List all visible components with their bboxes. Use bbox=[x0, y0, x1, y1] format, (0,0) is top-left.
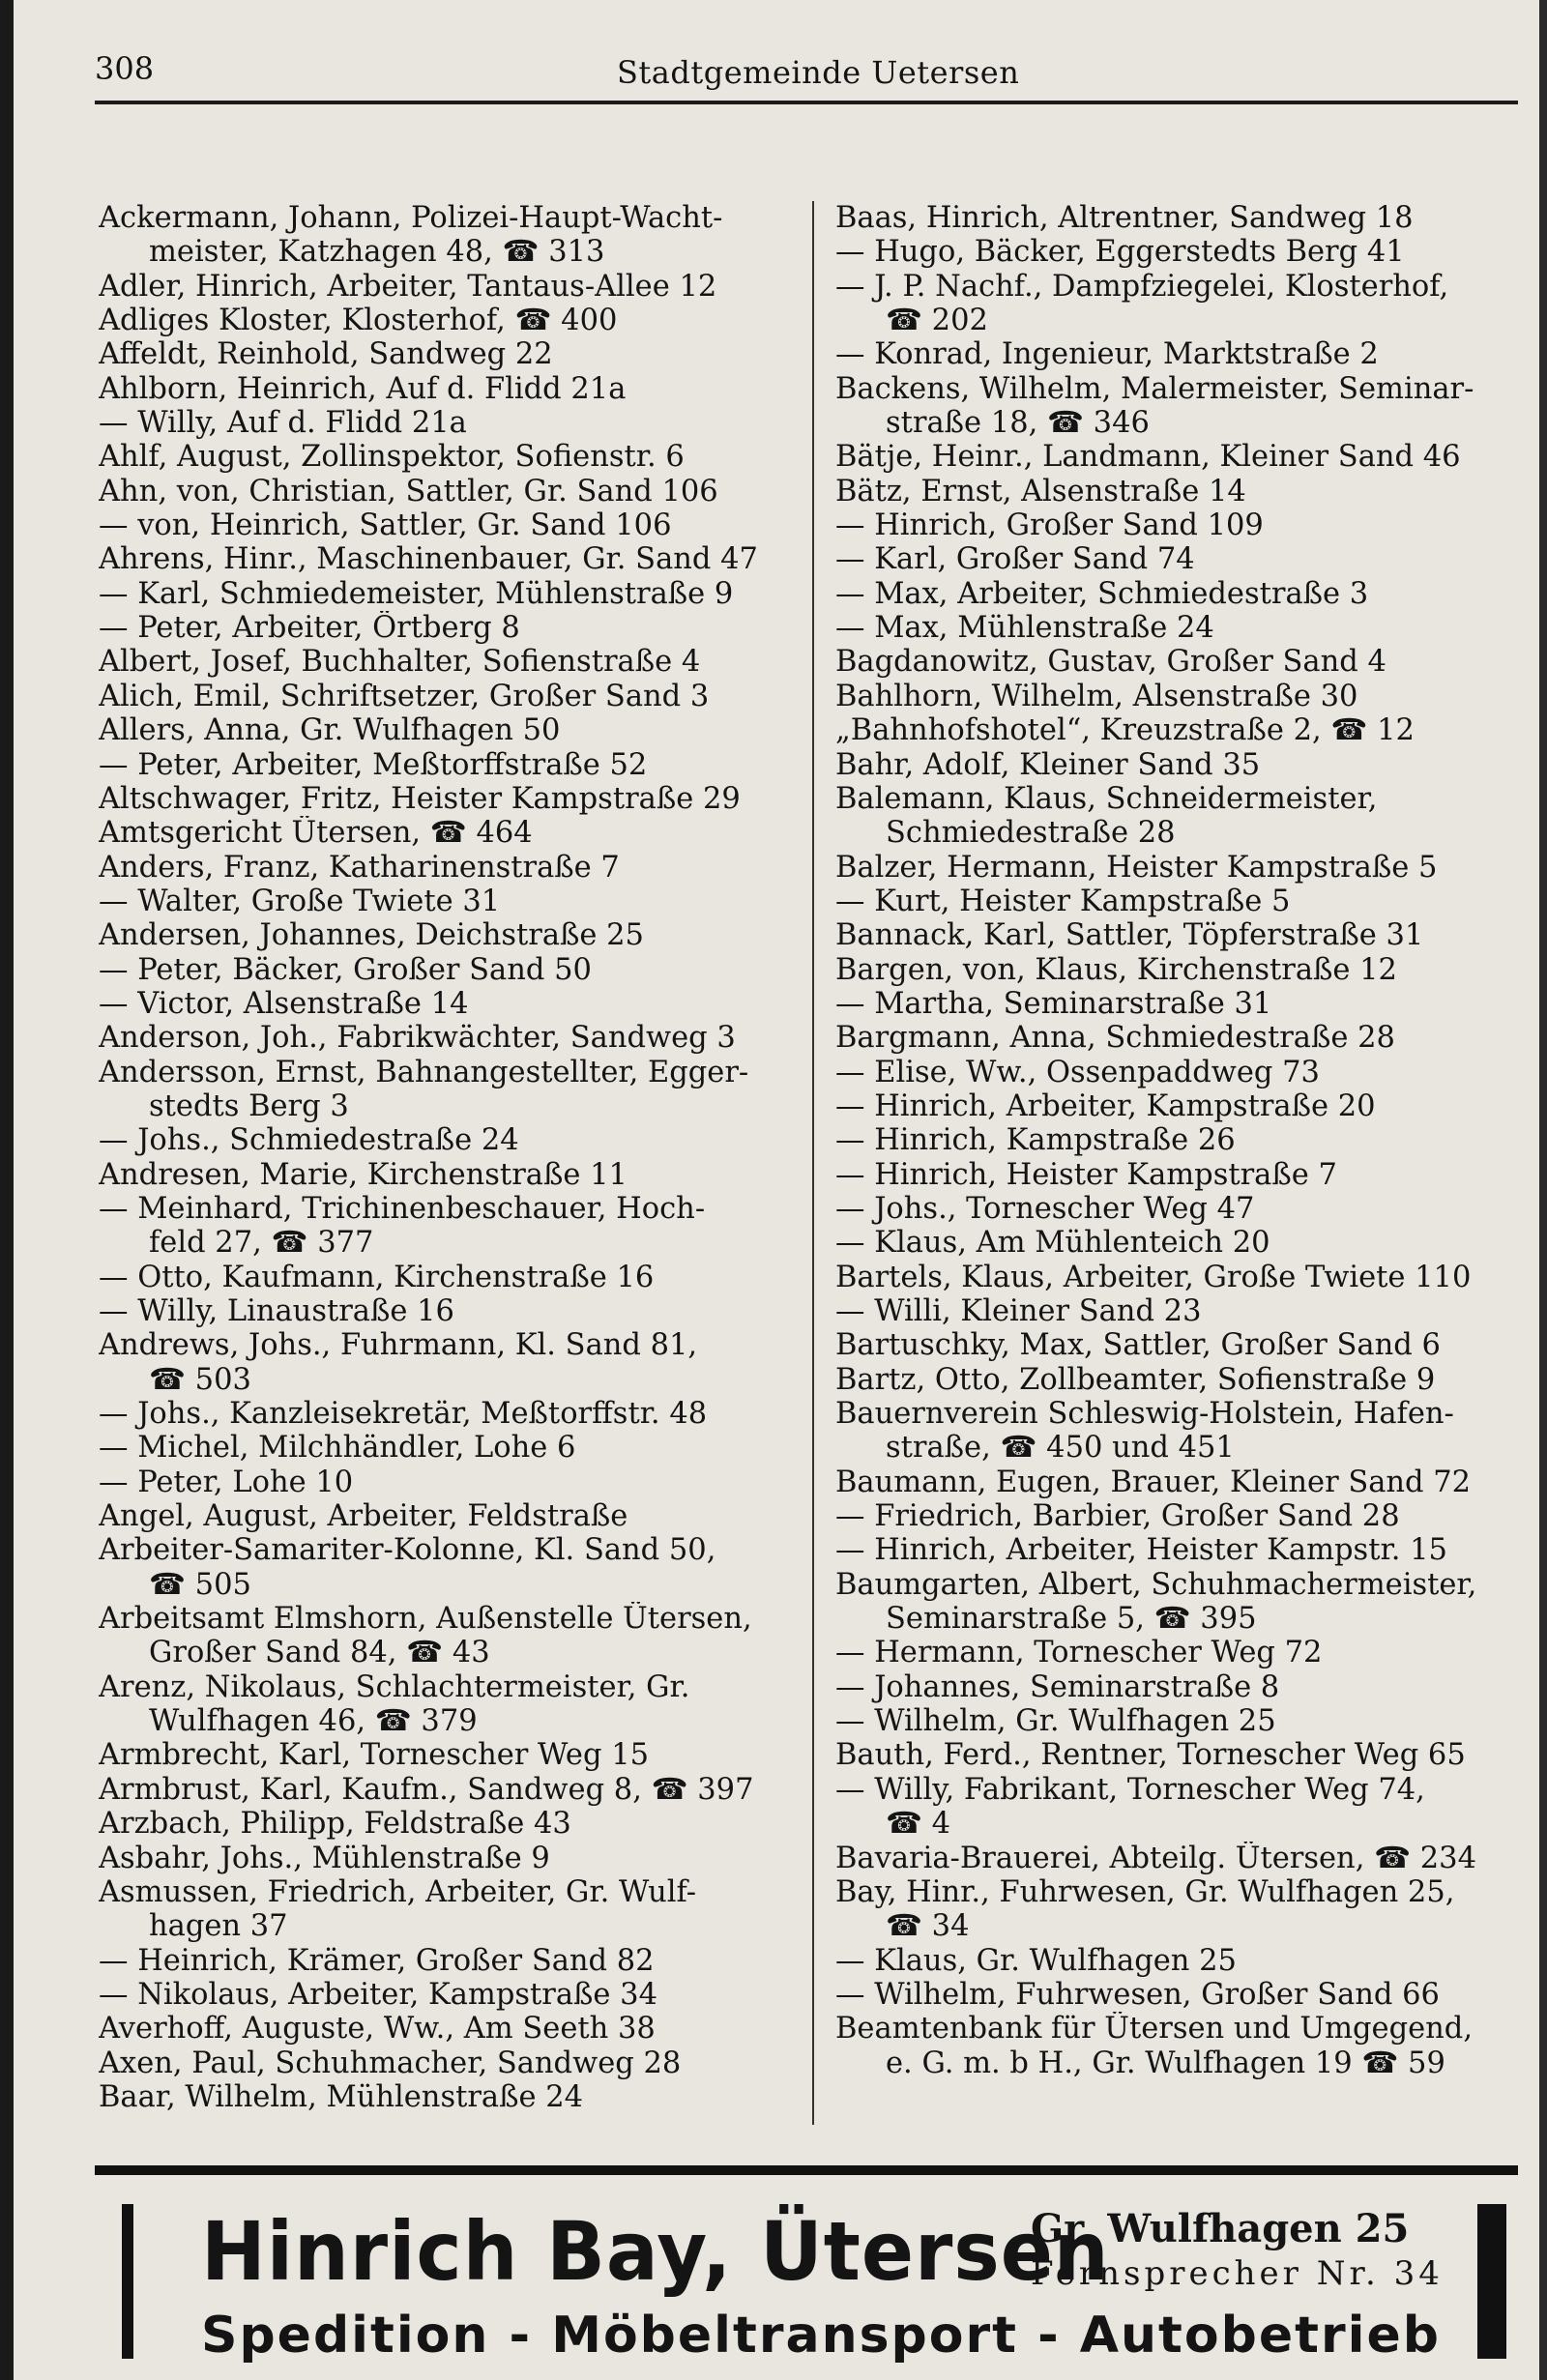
directory-entry-line: Bahlhorn, Wilhelm, Alsenstraße 30 bbox=[835, 679, 1358, 713]
directory-entry-line: Bargmann, Anna, Schmiedestraße 28 bbox=[835, 1021, 1395, 1056]
directory-entry-line: Ahlf, August, Zollinspektor, Sofienstr. 6 bbox=[99, 440, 685, 475]
directory-entry-line: Adliges Kloster, Klosterhof, ☎ 400 bbox=[99, 304, 618, 338]
directory-entry-line: — Johannes, Seminarstraße 8 bbox=[835, 1669, 1280, 1704]
right-column bbox=[835, 201, 1532, 2080]
directory-entry-line: Andersson, Ernst, Bahnangestellter, Egger- bbox=[99, 1055, 749, 1089]
directory-entry-line: — Kurt, Heister Kampstraße 5 bbox=[835, 884, 1291, 918]
directory-entry-line: Bätje, Heinr., Landmann, Kleiner Sand 46 bbox=[835, 440, 1461, 475]
directory-entry-line: Amtsgericht Ütersen, ☎ 464 bbox=[99, 816, 533, 851]
directory-entry-line: Andrews, Johs., Fuhrmann, Kl. Sand 81, bbox=[99, 1328, 698, 1363]
directory-entry-line: Bargen, von, Klaus, Kirchenstraße 12 bbox=[835, 952, 1397, 987]
directory-entry-line: Balemann, Klaus, Schneidermeister, bbox=[835, 781, 1378, 816]
directory-entry-line: — Victor, Alsenstraße 14 bbox=[99, 986, 469, 1021]
directory-entry-line: — Meinhard, Trichinenbeschauer, Hoch- bbox=[99, 1191, 706, 1226]
advertisement bbox=[95, 2165, 1518, 2368]
scan-edge-left bbox=[0, 0, 14, 2380]
directory-entry-line: — Friedrich, Barbier, Großer Sand 28 bbox=[835, 1499, 1400, 1534]
directory-entry-line: — Hermann, Tornescher Weg 72 bbox=[835, 1636, 1323, 1670]
directory-entry-line: — Hinrich, Arbeiter, Heister Kampstr. 15 bbox=[835, 1533, 1447, 1568]
ad-top-rule bbox=[95, 2165, 1518, 2175]
directory-entry-line: — Hinrich, Kampstraße 26 bbox=[835, 1123, 1236, 1158]
entry-continuation-line: feld 27, ☎ 377 bbox=[149, 1226, 374, 1261]
entry-continuation-line: ☎ 503 bbox=[149, 1362, 251, 1397]
directory-entry-line: — Willy, Auf d. Flidd 21a bbox=[99, 406, 467, 441]
entry-continuation-line: straße 18, ☎ 346 bbox=[886, 406, 1150, 441]
directory-entry-line: Adler, Hinrich, Arbeiter, Tantaus-Allee 12 bbox=[99, 269, 717, 304]
directory-entry-line: Asmussen, Friedrich, Arbeiter, Gr. Wulf- bbox=[99, 1874, 697, 1909]
directory-entry-line: — Willi, Kleiner Sand 23 bbox=[835, 1294, 1202, 1328]
entry-continuation-line: Großer Sand 84, ☎ 43 bbox=[149, 1636, 490, 1670]
directory-entry-line: — Wilhelm, Gr. Wulfhagen 25 bbox=[835, 1704, 1276, 1739]
directory-entry-line: Baas, Hinrich, Altrentner, Sandweg 18 bbox=[835, 201, 1414, 235]
directory-entry-line: — Michel, Milchhändler, Lohe 6 bbox=[99, 1431, 576, 1466]
entry-continuation-line: stedts Berg 3 bbox=[149, 1088, 349, 1123]
directory-entry-line: Arenz, Nikolaus, Schlachtermeister, Gr. bbox=[99, 1669, 690, 1704]
directory-entry-line: Axen, Paul, Schuhmacher, Sandweg 28 bbox=[99, 2046, 682, 2080]
directory-entry-line: Bauernverein Schleswig-Holstein, Hafen- bbox=[835, 1397, 1454, 1432]
scan-edge-right bbox=[1539, 0, 1547, 2380]
directory-entry-line: Averhoff, Auguste, Ww., Am Seeth 38 bbox=[99, 2012, 656, 2046]
column-divider bbox=[812, 201, 814, 2125]
directory-entry-line: — Walter, Große Twiete 31 bbox=[99, 884, 501, 918]
directory-entry-line: — Johs., Tornescher Weg 47 bbox=[835, 1191, 1255, 1226]
directory-entry-line: — Johs., Kanzleisekretär, Meßtorffstr. 48 bbox=[99, 1397, 708, 1432]
page-number: 308 bbox=[95, 50, 155, 87]
directory-entry-line: Bagdanowitz, Gustav, Großer Sand 4 bbox=[835, 645, 1386, 680]
directory-entry-line: Bahr, Adolf, Kleiner Sand 35 bbox=[835, 747, 1261, 782]
ad-right-bar bbox=[1477, 2204, 1506, 2359]
directory-entry-line: — Willy, Fabrikant, Tornescher Weg 74, bbox=[835, 1772, 1425, 1807]
directory-entry-line: Beamtenbank für Ütersen und Umgegend, bbox=[835, 2012, 1474, 2046]
directory-entry-line: Bauth, Ferd., Rentner, Tornescher Weg 65 bbox=[835, 1738, 1466, 1773]
directory-entry-line: — Peter, Bäcker, Großer Sand 50 bbox=[99, 952, 592, 987]
page-header bbox=[95, 50, 1516, 99]
directory-entry-line: — Hinrich, Arbeiter, Kampstraße 20 bbox=[835, 1088, 1376, 1123]
directory-entry-line: Bätz, Ernst, Alsenstraße 14 bbox=[835, 474, 1246, 508]
entry-continuation-line: straße, ☎ 450 und 451 bbox=[886, 1431, 1235, 1466]
directory-entry-line: — Klaus, Gr. Wulfhagen 25 bbox=[835, 1943, 1237, 1978]
directory-entry-line: — Willy, Linaustraße 16 bbox=[99, 1294, 454, 1328]
directory-entry-line: — Elise, Ww., Ossenpaddweg 73 bbox=[835, 1055, 1320, 1089]
directory-entry-line: Arbeitsamt Elmshorn, Außenstelle Ütersen, bbox=[99, 1602, 752, 1637]
directory-entry-line: Armbrecht, Karl, Tornescher Weg 15 bbox=[99, 1738, 650, 1773]
directory-entry-line: „Bahnhofshotel“, Kreuzstraße 2, ☎ 12 bbox=[835, 713, 1415, 748]
entry-continuation-line: Wulfhagen 46, ☎ 379 bbox=[149, 1704, 478, 1739]
directory-entry-line: — Otto, Kaufmann, Kirchenstraße 16 bbox=[99, 1260, 655, 1294]
directory-entry-line: — von, Heinrich, Sattler, Gr. Sand 106 bbox=[99, 508, 672, 543]
directory-entry-line: — Heinrich, Krämer, Großer Sand 82 bbox=[99, 1943, 655, 1978]
directory-entry-line: Armbrust, Karl, Kaufm., Sandweg 8, ☎ 397 bbox=[99, 1772, 754, 1807]
entry-continuation-line: Schmiedestraße 28 bbox=[886, 816, 1176, 851]
directory-entry-line: Bartels, Klaus, Arbeiter, Große Twiete 110 bbox=[835, 1260, 1472, 1294]
directory-entry-line: — Peter, Arbeiter, Meßtorffstraße 52 bbox=[99, 747, 648, 782]
directory-entry-line: Baumgarten, Albert, Schuhmachermeister, bbox=[835, 1567, 1477, 1602]
directory-entry-line: Andersen, Johannes, Deichstraße 25 bbox=[99, 918, 644, 953]
directory-entry-line: — Hinrich, Heister Kampstraße 7 bbox=[835, 1157, 1337, 1192]
directory-entry-line: Ahrens, Hinr., Maschinenbauer, Gr. Sand 47 bbox=[99, 542, 758, 577]
directory-entry-line: Allers, Anna, Gr. Wulfhagen 50 bbox=[99, 713, 561, 748]
directory-entry-line: — Peter, Arbeiter, Örtberg 8 bbox=[99, 611, 520, 646]
header-rule bbox=[95, 101, 1518, 104]
entry-continuation-line: hagen 37 bbox=[149, 1909, 288, 1944]
directory-entry-line: Balzer, Hermann, Heister Kampstraße 5 bbox=[835, 850, 1438, 885]
directory-entry-line: Andresen, Marie, Kirchenstraße 11 bbox=[99, 1157, 628, 1192]
directory-entry-line: Bay, Hinr., Fuhrwesen, Gr. Wulfhagen 25, bbox=[835, 1874, 1455, 1909]
directory-entry-line: — Hugo, Bäcker, Eggerstedts Berg 41 bbox=[835, 235, 1405, 270]
directory-entry-line: Bavaria-Brauerei, Abteilg. Ütersen, ☎ 234 bbox=[835, 1841, 1476, 1875]
directory-entry-line: Ackermann, Johann, Polizei-Haupt-Wacht- bbox=[99, 201, 723, 235]
directory-entry-line: — Klaus, Am Mühlenteich 20 bbox=[835, 1226, 1270, 1261]
directory-entry-line: Baumann, Eugen, Brauer, Kleiner Sand 72 bbox=[835, 1465, 1472, 1499]
entry-continuation-line: e. G. m. b H., Gr. Wulfhagen 19 ☎ 59 bbox=[886, 2046, 1445, 2080]
directory-entry-line: Bartz, Otto, Zollbeamter, Sofienstraße 9 bbox=[835, 1362, 1436, 1397]
directory-entry-line: — Karl, Schmiedemeister, Mühlenstraße 9 bbox=[99, 576, 734, 611]
directory-entry-line: Asbahr, Johs., Mühlenstraße 9 bbox=[99, 1841, 550, 1875]
directory-entry-line: Anders, Franz, Katharinenstraße 7 bbox=[99, 850, 620, 885]
directory-entry-line: Ahn, von, Christian, Sattler, Gr. Sand 106 bbox=[99, 474, 718, 508]
directory-entry-line: Bartuschky, Max, Sattler, Großer Sand 6 bbox=[835, 1328, 1441, 1363]
directory-entry-line: — Max, Arbeiter, Schmiedestraße 3 bbox=[835, 576, 1369, 611]
directory-entry-line: — Nikolaus, Arbeiter, Kampstraße 34 bbox=[99, 1977, 657, 2012]
ad-company-name: Hinrich Bay, Ütersen bbox=[201, 2204, 1110, 2299]
directory-entry-line: Ahlborn, Heinrich, Auf d. Flidd 21a bbox=[99, 371, 627, 406]
entry-continuation-line: ☎ 505 bbox=[149, 1567, 251, 1602]
directory-entry-line: — Wilhelm, Fuhrwesen, Großer Sand 66 bbox=[835, 1977, 1440, 2012]
directory-entry-line: Baar, Wilhelm, Mühlenstraße 24 bbox=[99, 2079, 584, 2114]
entry-continuation-line: ☎ 4 bbox=[886, 1807, 951, 1842]
directory-entry-line: — Max, Mühlenstraße 24 bbox=[835, 611, 1214, 646]
directory-entry-line: Arzbach, Philipp, Feldstraße 43 bbox=[99, 1807, 571, 1842]
ad-address: Gr. Wulfhagen 25 bbox=[1031, 2206, 1410, 2251]
ad-phone: Fernsprecher Nr. 34 bbox=[1031, 2254, 1444, 2293]
directory-entry-line: Altschwager, Fritz, Heister Kampstraße 29 bbox=[99, 781, 741, 816]
directory-entry-line: — J. P. Nachf., Dampfziegelei, Klosterhof, bbox=[835, 269, 1449, 304]
directory-entry-line: Arbeiter-Samariter-Kolonne, Kl. Sand 50, bbox=[99, 1533, 716, 1568]
directory-entry-line: Backens, Wilhelm, Malermeister, Seminar- bbox=[835, 371, 1474, 406]
running-head: Stadtgemeinde Uetersen bbox=[617, 54, 1020, 91]
entry-continuation-line: Seminarstraße 5, ☎ 395 bbox=[886, 1602, 1257, 1637]
ad-left-bar bbox=[122, 2204, 133, 2359]
directory-entry-line: — Karl, Großer Sand 74 bbox=[835, 542, 1195, 577]
directory-entry-line: — Hinrich, Großer Sand 109 bbox=[835, 508, 1264, 543]
directory-entry-line: — Johs., Schmiedestraße 24 bbox=[99, 1123, 519, 1158]
directory-entry-line: Angel, August, Arbeiter, Feldstraße bbox=[99, 1499, 628, 1534]
ad-services: Spedition - Möbeltransport - Autobetrieb bbox=[201, 2307, 1441, 2365]
entry-continuation-line: ☎ 202 bbox=[886, 304, 988, 338]
directory-entry-line: Bannack, Karl, Sattler, Töpferstraße 31 bbox=[835, 918, 1424, 953]
entry-continuation-line: ☎ 34 bbox=[886, 1909, 970, 1944]
directory-entry-line: — Konrad, Ingenieur, Marktstraße 2 bbox=[835, 337, 1379, 372]
directory-entry-line: Affeldt, Reinhold, Sandweg 22 bbox=[99, 337, 553, 372]
left-column bbox=[99, 201, 795, 2114]
entry-continuation-line: meister, Katzhagen 48, ☎ 313 bbox=[149, 235, 605, 270]
directory-entry-line: Anderson, Joh., Fabrikwächter, Sandweg 3 bbox=[99, 1021, 736, 1056]
directory-entry-line: Alich, Emil, Schriftsetzer, Großer Sand 3 bbox=[99, 679, 710, 713]
directory-entry-line: — Peter, Lohe 10 bbox=[99, 1465, 354, 1499]
directory-entry-line: — Martha, Seminarstraße 31 bbox=[835, 986, 1272, 1021]
directory-entry-line: Albert, Josef, Buchhalter, Sofienstraße 4 bbox=[99, 645, 701, 680]
